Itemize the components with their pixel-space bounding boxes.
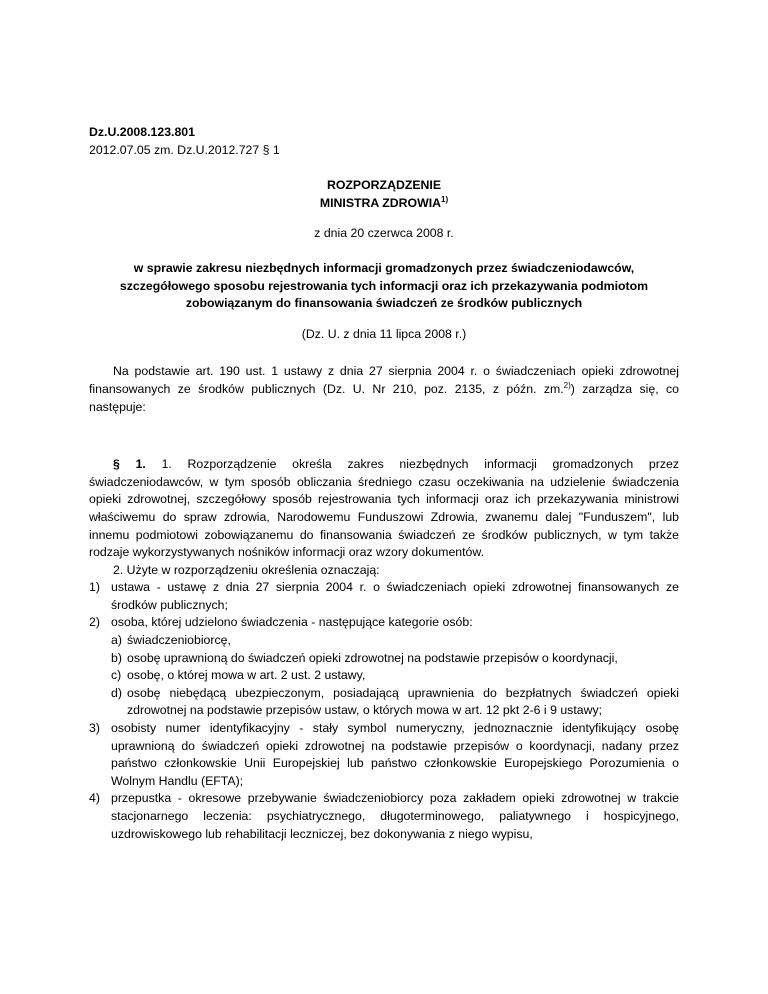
amendment-reference: 2012.07.05 zm. Dz.U.2012.727 § 1 — [89, 142, 280, 157]
list-item: 4) przepustka - okresowe przebywanie świadczeniobiorcy poza zakładem opieki zdrowotnej w trakcie stacjonarnego leczenia: psychiatrycznego, długoterminowego, paliatywnego i hospicyjnego, uzdrowiskowego lub rehabilitacji leczniczej, bez dokonywania z niego wypisu, — [89, 791, 679, 841]
sub-list-item: a) świadczeniobiorcę, — [111, 633, 231, 648]
publication-info: (Dz. U. z dnia 11 lipca 2008 r.) — [301, 326, 467, 341]
footnote-marker: 1) — [441, 194, 449, 204]
document-page — [89, 124, 679, 843]
section-1-para-1: § 1. 1. Rozporządzenie określa zakres niezbędnych informacji gromadzonych przez świadczeniodawców, w tym sposób obliczania średniego czasu oczekiwania na udzielenie świadczenia opieki zdrowotnej, szczegółowy sposób rejestrowania tych informacji oraz ich przekazywania ministrowi właściwemu do spraw zdrowia, Narodowemu Funduszowi Zdrowia, zwanemu dalej "Funduszem", lub innemu podmiotowi zobowiązanemu do finansowania świadczeń ze środków publicznych, w tym także rodzaje wykorzystywanych nośników informacji oraz wzory dokumentów. — [89, 457, 679, 560]
section-1-para-2: 2. Użyte w rozporządzeniu określenia oznaczają: — [113, 562, 380, 577]
act-type: ROZPORZĄDZENIE — [326, 178, 442, 193]
sub-list-item: c) osobę, o której mowa w art. 2 ust. 2 ustawy, — [111, 668, 366, 683]
list-item: 2) osoba, której udzielono świadczenia - następujące kategorie osób: — [89, 615, 473, 630]
preamble: Na podstawie art. 190 ust. 1 ustawy z dnia 27 sierpnia 2004 r. o świadczeniach opieki zdrowotnej finansowanych ze środków publicznych (Dz. U. Nr 210, poz. 2135, z późn. zm.$^{2)}$) zarządza się, co następuje: — [89, 364, 679, 414]
sub-list-item: d) osobę niebędącą ubezpieczonym, posiadającą uprawnienia do bezpłatnych świadczeń opieki zdrowotnej na podstawie przepisów ustaw, o których mowa w art. 12 pkt 2-6 i 9 ustawy; — [111, 685, 679, 718]
section-label: § 1. — [113, 457, 146, 472]
list-item: 1) ustawa - ustawę z dnia 27 sierpnia 2004 r. o świadczeniach opieki zdrowotnej finansowanych ze środków publicznych; — [89, 580, 679, 612]
act-date: z dnia 20 czerwca 2008 r. — [314, 226, 454, 241]
journal-reference: Dz.U.2008.123.801 — [89, 125, 195, 139]
issuing-authority: MINISTRA ZDROWIA$^{1)}$ — [319, 194, 449, 210]
list-item: 3) osobisty numer identyfikacyjny - stały symbol numeryczny, jednoznacznie identyfikujący osobę uprawnioną do świadczeń opieki zdrowotnej na podstawie przepisów o koordynacji, nadany przez państwo członkowskie Unii Europejskiej lub państwo członkowskie Europejskiego Porozumienia o Wolnym Handlu (EFTA); — [89, 721, 679, 788]
footnote-marker: 2) — [563, 380, 571, 390]
sub-list-item: b) osobę uprawnioną do świadczeń opieki zdrowotnej na podstawie przepisów o koordynacji, — [111, 650, 618, 665]
act-subject: w sprawie zakresu niezbędnych informacji gromadzonych przez świadczeniodawców, szczegółowego sposobu rejestrowania tych informacji oraz ich przekazywania podmiotom zobowiązanym do finansowania świadczeń ze środków publicznych — [119, 260, 649, 311]
